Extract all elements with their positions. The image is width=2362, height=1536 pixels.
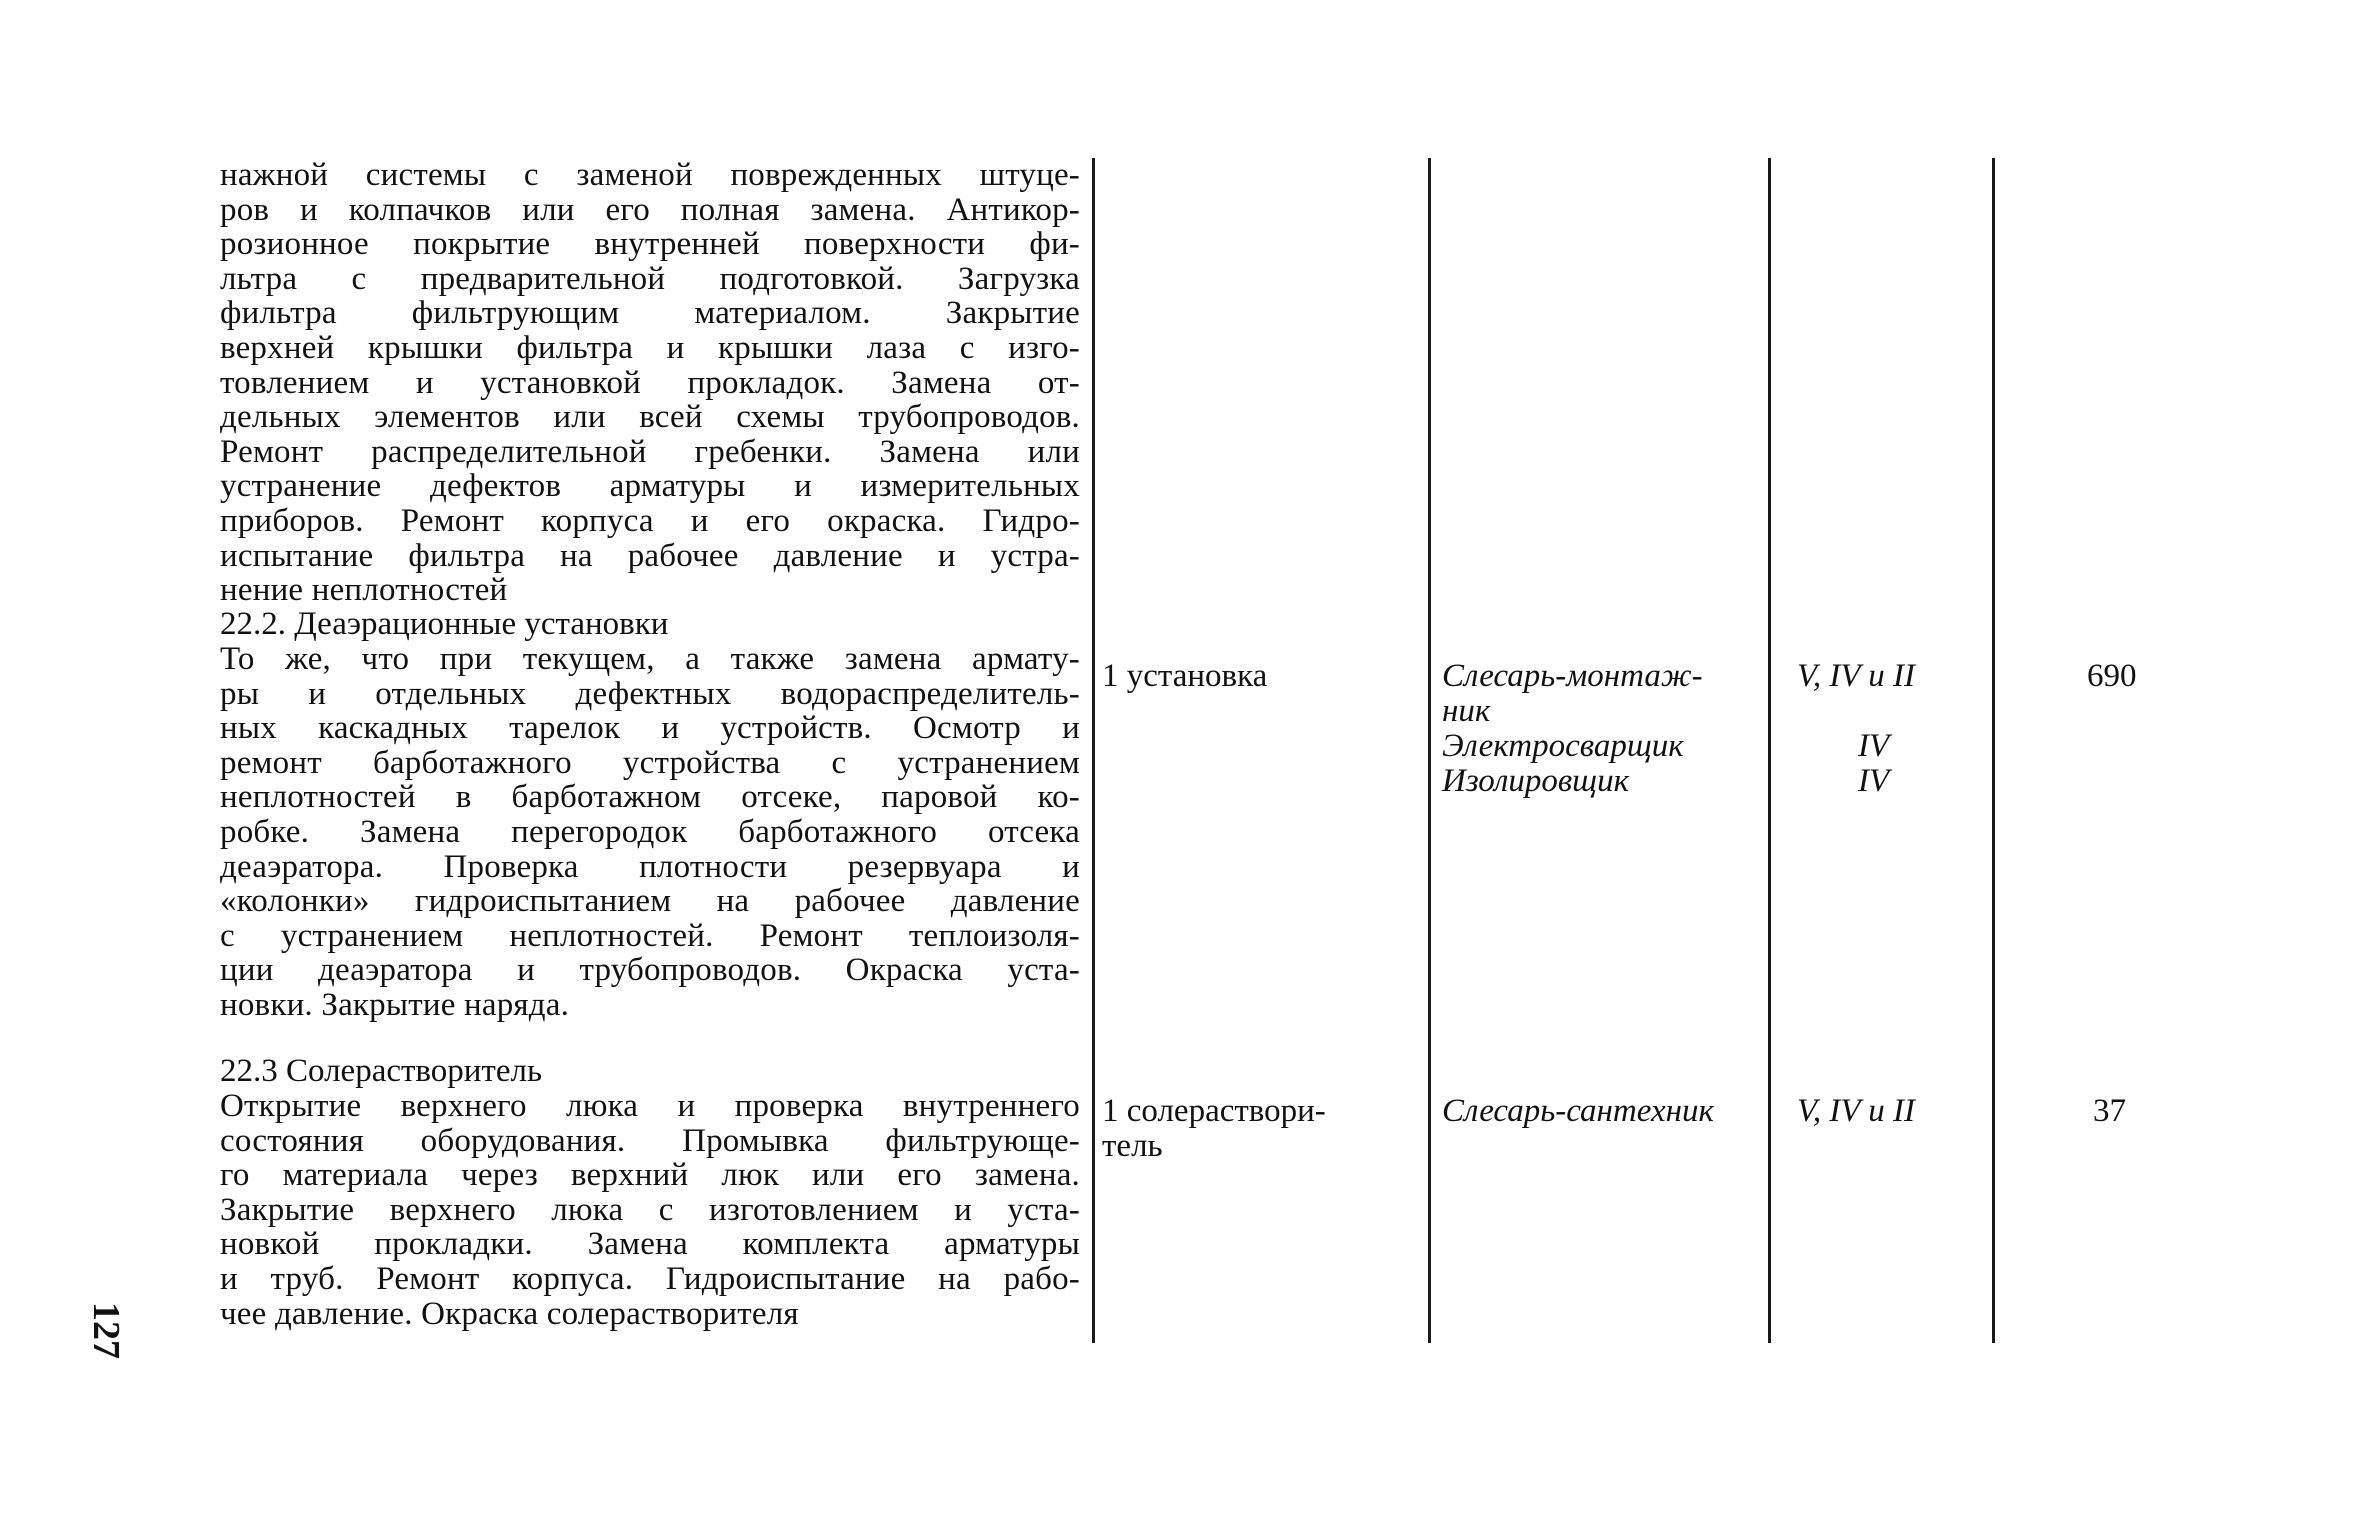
worker-cell: Изолировщик [1442,763,1630,799]
intro-text-block [220,158,1080,608]
text-line: льтра с предварительной подготовкой. Загрузка [220,260,1080,297]
text-line: дельных элементов или всей схемы трубопроводов. [220,399,1080,436]
text-line: деаэратора. Проверка плотности резервуара и [220,848,1080,885]
text-line: нажной системы с заменой поврежденных штуце- [220,157,1080,193]
unit-cell: тель [1102,1128,1163,1164]
worker-cell: Слесарь-монтаж- [1442,658,1703,694]
text-line: чее давление. Окраска солерастворителя [220,1295,799,1332]
text-line: приборов. Ремонт корпуса и его окраска. Гидро- [220,502,1080,539]
text-line: робке. Замена перегородок барботажного отсека [220,813,1080,850]
section-description [220,642,1080,1023]
worker-cell: Слесарь-сантехник [1442,1093,1714,1129]
text-line: ремонт барботажного устройства с устранением [220,744,1080,781]
unit-cell: 1 установка [1102,658,1268,694]
text-line: Открытие верхнего люка и проверка внутреннего [220,1088,1080,1124]
text-line: и труб. Ремонт корпуса. Гидроиспытание на рабо- [220,1260,1080,1297]
column-divider [1992,158,1995,1343]
column-divider [1428,158,1431,1343]
text-line: верхней крышки фильтра и крышки лаза с изго- [220,329,1080,366]
text-line: состояния оборудования. Промывка фильтрующе- [220,1122,1080,1159]
text-line: новкой прокладки. Замена комплекта арматуры [220,1226,1080,1263]
worker-cell: ник [1442,693,1491,729]
text-line: «колонки» гидроиспытанием на рабочее давление [220,883,1080,920]
text-line: нение неплотностей [220,572,508,609]
text-line: товлением и установкой прокладок. Замена от- [220,364,1080,401]
text-line: Закрытие верхнего люка с изготовлением и уста- [220,1191,1080,1228]
unit-cell: 1 солераствори- [1102,1093,1326,1129]
text-line: неплотностей в барботажном отсеке, паровой ко- [220,779,1080,816]
text-line: ров и колпачков или его полная замена. Антикор- [220,191,1080,228]
text-line: ции деаэратора и трубопроводов. Окраска уста- [220,952,1080,989]
text-line: с устранением неплотностей. Ремонт теплоизоля- [220,917,1080,954]
section-heading: 22.2. Деаэрационные установки [220,606,669,642]
page-number: 127 [85,1302,127,1359]
text-line: ры и отдельных дефектных водораспределитель- [220,675,1080,712]
text-line: розионное покрытие внутренней поверхности фи- [220,226,1080,263]
worker-cell: Электросварщик [1442,728,1684,764]
value-cell: 37 [2093,1093,2126,1129]
grade-cell: IV [1858,763,1890,799]
grade-cell: V, IV и II [1797,658,1915,694]
text-line: новки. Закрытие наряда. [220,986,570,1023]
text-line: го материала через верхний люк или его замена. [220,1157,1080,1194]
text-line: фильтра фильтрующим материалом. Закрытие [220,295,1080,332]
column-divider [1092,158,1095,1343]
grade-cell: IV [1858,728,1890,764]
section-heading: 22.3 Солерастворитель [220,1053,543,1089]
text-line: испытание фильтра на рабочее давление и устра- [220,537,1080,574]
section-description [220,1089,1080,1331]
grade-cell: V, IV и II [1797,1093,1915,1129]
column-divider [1768,158,1771,1343]
value-cell: 690 [2087,658,2137,694]
text-line: То же, что при текущем, а также замена армату- [220,641,1080,677]
text-line: ных каскадных тарелок и устройств. Осмотр и [220,710,1080,747]
text-line: устранение дефектов арматуры и измерительных [220,468,1080,505]
text-line: Ремонт распределительной гребенки. Замена или [220,433,1080,470]
